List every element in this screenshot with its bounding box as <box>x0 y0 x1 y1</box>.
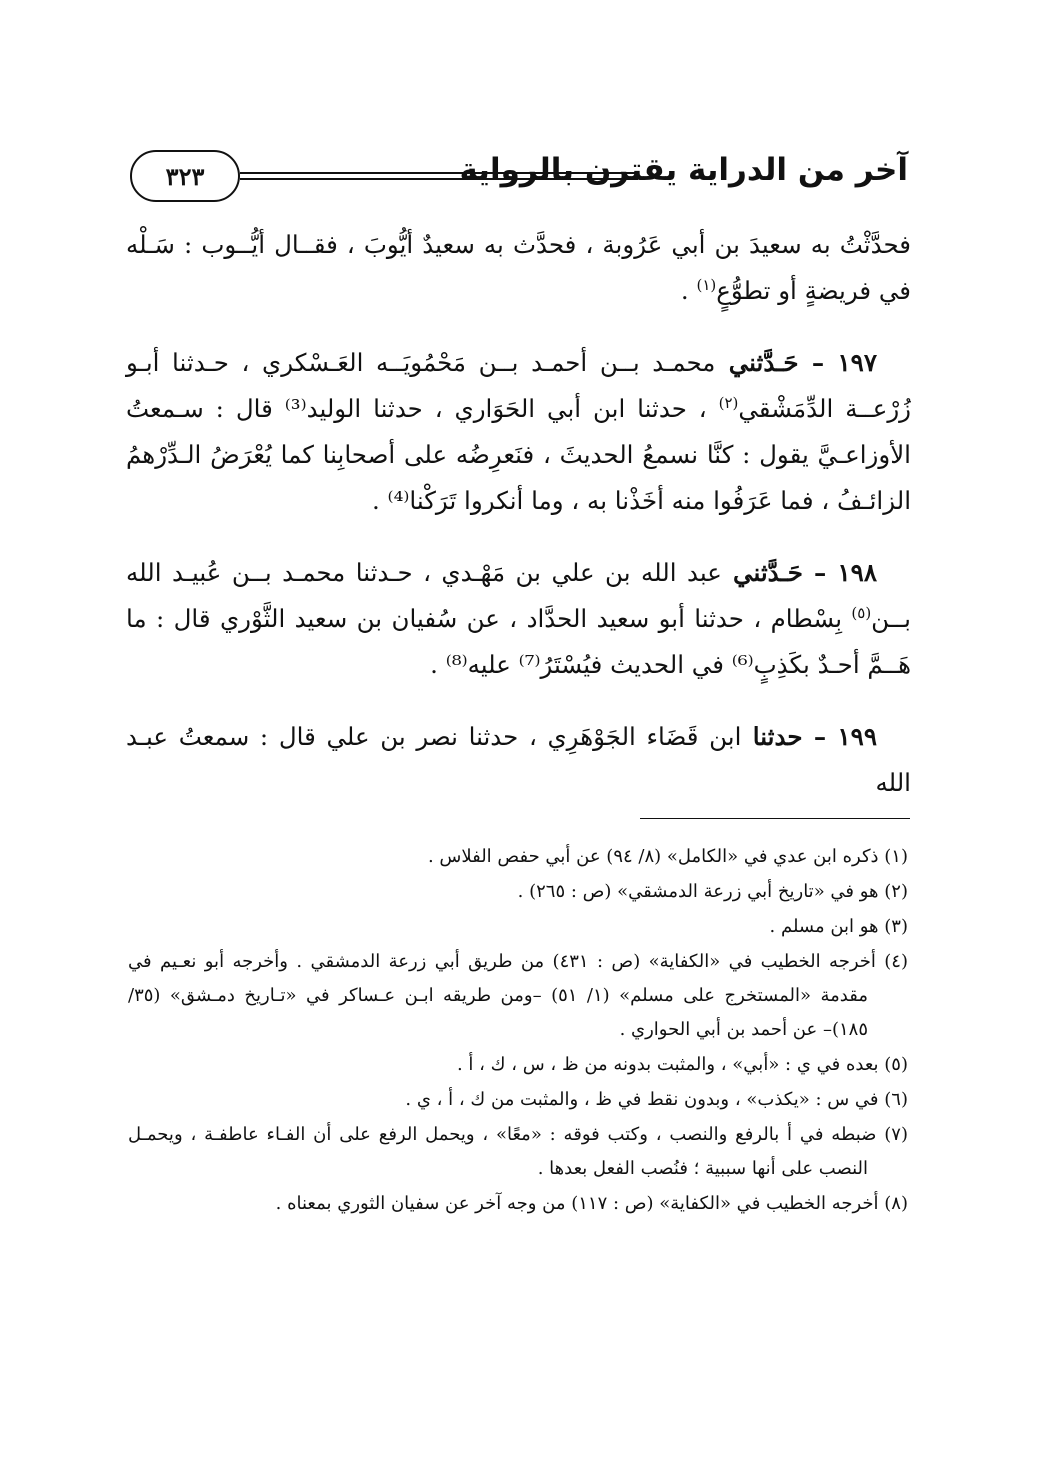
page-number-badge: ٣٢٣ <box>130 150 240 202</box>
footnote-1: (١) ذكره ابن عدي في «الكامل» (٨/ ٩٤) عن أبي حفص الفلاس . <box>427 846 908 867</box>
main-text-body <box>126 222 911 832</box>
paragraph-text: ابن قَضَاء الجَوْهَرِي ، حدثنا نصر بن علي قال : سمعتُ عبـد الله <box>126 722 911 797</box>
entry-199 <box>126 714 911 806</box>
footnote-separator <box>640 818 910 819</box>
footnote-4: (٤) أخرجه الخطيب في «الكفاية» (ص : ٤٣١) من طريق أبي زرعة الدمشقي . وأخرجه أبو نعـيم في مقدمة «المستخرج على مسلم» (١/ ٥١) –ومن طريقه ابـن عـساكر في «تـاريخ دمـشق» (٣٥/ ١٨٥)– عن أحمد بن أبي الحواري . <box>128 951 908 1040</box>
entry-197 <box>126 340 911 524</box>
paragraph-text: محمـد بــن أحمـد بــن مَحْمُويَــه العَـسْكري ، حـدثنا أبـو زُرْعــة الدِّمَشْقي <box>126 348 911 423</box>
paragraph-tail: بِسْطام ، حدثنا أبو سعيد الحدَّاد ، عن سُفيان بن سعيد الثَّوْري قال : ما هَــمَّ أحـدٌ بكَذِبٍ⁽⁶⁾ في الحديث فيُسْتَرُ⁽⁷⁾ عليه⁽⁸⁾ . <box>126 604 911 679</box>
footnote-5: (٥) بعده في ي : «أبي» ، والمثبت بدونه من ظ ، س ، ك ، أ . <box>456 1054 908 1075</box>
paragraph-tail: . <box>680 276 697 305</box>
paragraph-text: فحدَّثْتُ به سعيدَ بن أبي عَرُوبة ، فحدَّث به سعيدٌ أيُّوبَ ، فقــال أيُّــوب : سَـلْه في فريضةٍ أو تطوُّعٍ <box>126 230 911 305</box>
entry-lead: حدثنا <box>741 722 803 751</box>
entry-lead: حَـدَّثني <box>715 348 799 377</box>
entry-number: ١٩٩ – <box>802 722 877 751</box>
footnote-ref: (٢) <box>718 393 739 412</box>
page-header <box>130 150 908 210</box>
paragraph-tail: ، حدثنا ابن أبي الحَوَاري ، حدثنا الوليد⁽³⁾ قال : سـمعتُ الأوزاعـيَّ يقول : كنَّا نسمعُ الحديثَ ، فنَعرِضُه على أصحابِنا كما يُعْرَضُ الـدِّرْهمُ الزائـفُ ، فما عَرَفُوا منه أخَذْنا به ، وما أنكروا تَرَكْنا⁽⁴⁾ . <box>126 394 911 515</box>
paragraph-text: عبد الله بن علي بن مَهْـدي ، حـدثنا محمـد بــن عُبيـد الله بــن <box>126 558 911 633</box>
running-title: آخر من الدراية يقترن بالرواية <box>459 152 908 188</box>
footnote-2: (٢) هو في «تاريخ أبي زرعة الدمشقي» (ص : ٢٦٥) . <box>517 881 908 902</box>
header-double-rule <box>240 172 638 180</box>
paragraph-continuation <box>126 222 911 314</box>
entry-198 <box>126 550 911 688</box>
footnote-3: (٣) هو ابن مسلم . <box>769 916 908 937</box>
footnote-ref: (٥) <box>851 603 872 622</box>
footnote-7: (٧) ضبطه في أ بالرفع والنصب ، وكتب فوقه : «معًا» ، ويحمل الرفع على أن الفـاء عاطفـة ، ويحمـل النصب على أنها سببية ؛ فنُصب الفعل بعدها . <box>128 1124 908 1179</box>
entry-lead: حَـدَّثني <box>721 558 803 587</box>
entry-number: ١٩٧ – <box>798 348 877 377</box>
entry-number: ١٩٨ – <box>802 558 877 587</box>
footnotes-section <box>128 840 908 1222</box>
footnote-6: (٦) في س : «يكذب» ، وبدون نقط في ظ ، والمثبت من ك ، أ ، ي . <box>405 1089 908 1110</box>
footnote-ref: (١) <box>696 275 717 294</box>
footnote-8: (٨) أخرجه الخطيب في «الكفاية» (ص : ١١٧) من وجه آخر عن سفيان الثوري بمعناه . <box>275 1193 908 1214</box>
